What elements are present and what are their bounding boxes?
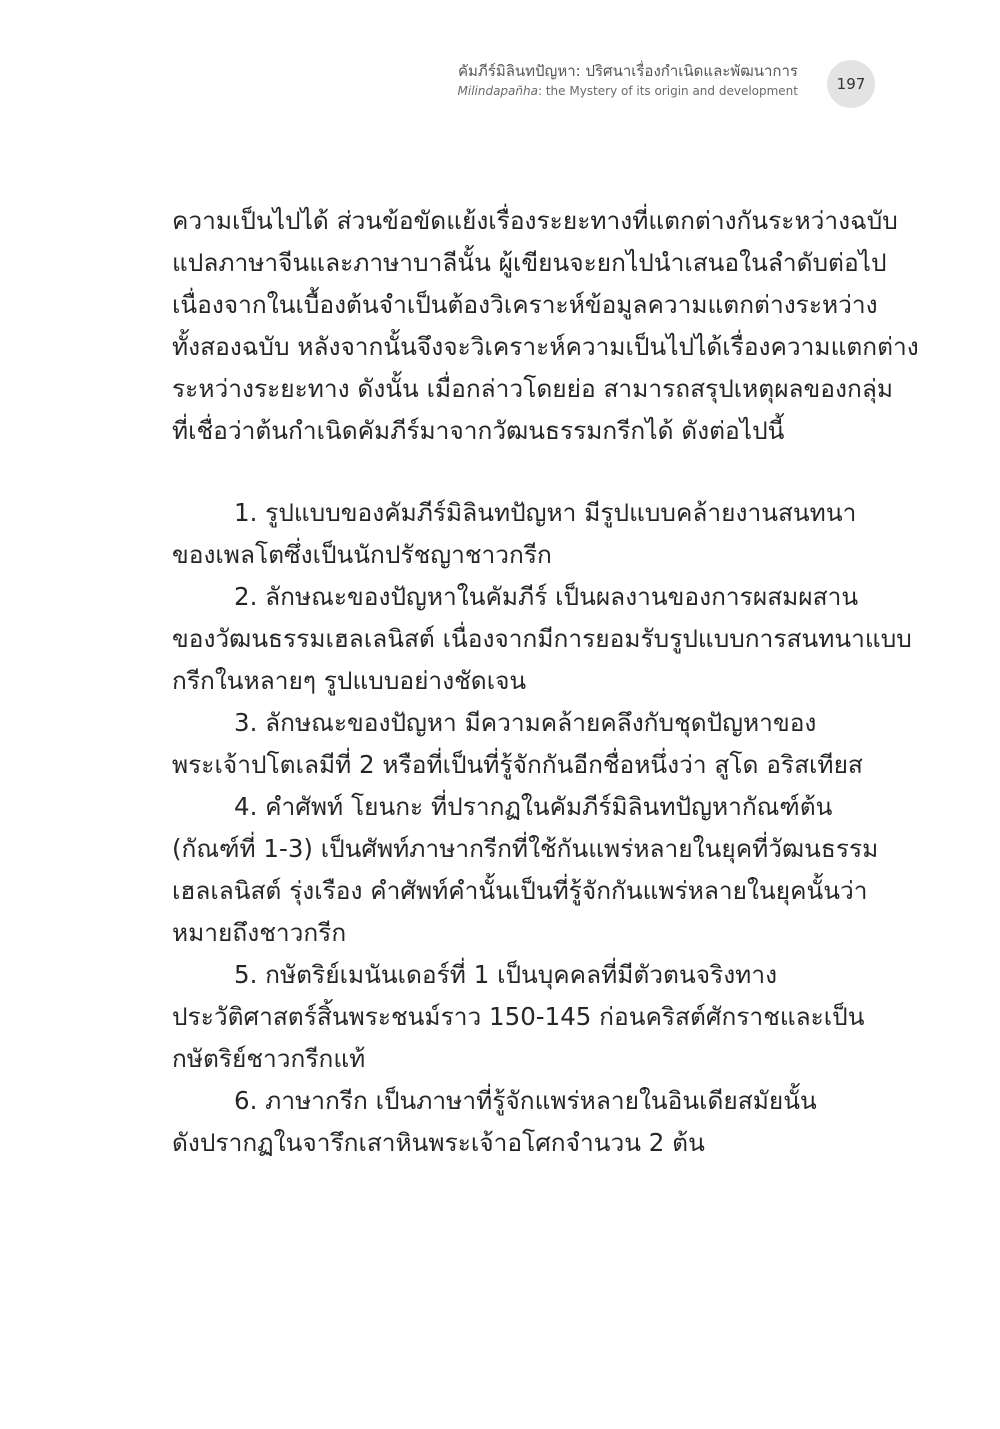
list-item-line: 2. ลักษณะของปัญหาในคัมภีร์ เป็นผลงานของการผสมผสาน [234,582,859,611]
header-title-english-italic: Milindapañha [457,83,538,98]
header-title-thai: คัมภีร์มิลินทปัญหา: ปริศนาเรื่องกำเนิดและพัฒนาการ [457,62,798,80]
list-item-5 [172,954,865,1080]
main-text [172,200,919,1164]
intro-line: ทั้งสองฉบับ หลังจากนั้นจึงจะวิเคราะห์ความเป็นไปได้เรื่องความแตกต่าง [172,332,919,361]
list-item-6 [172,1080,858,1164]
list-item-2 [172,576,912,702]
intro-line: ที่เชื่อว่าต้นกำเนิดคัมภีร์มาจากวัฒนธรรมกรีกได้ ดังต่อไปนี้ [172,416,785,445]
list-item-line: 6. ภาษากรีก เป็นภาษาที่รู้จักแพร่หลายในอินเดียสมัยนั้น [234,1086,817,1115]
list-item-line: เฮลเลนิสต์ รุ่งเรือง คำศัพท์คำนั้นเป็นที่รู้จักกันแพร่หลายในยุคนั้นว่า [172,876,868,905]
header-titles [238,62,798,99]
list-item-line: (กัณฑ์ที่ 1-3) เป็นศัพท์ภาษากรีกที่ใช้กันแพร่หลายในยุคที่วัฒนธรรม [172,834,879,863]
list-item-line: พระเจ้าปโตเลมีที่ 2 หรือที่เป็นที่รู้จักกันอีกชื่อหนึ่งว่า สูโด อริสเทียส [172,750,863,779]
intro-line: แปลภาษาจีนและภาษาบาลีนั้น ผู้เขียนจะยกไปนำเสนอในลำดับต่อไป [172,248,887,277]
list-item-line: 4. คำศัพท์ โยนกะ ที่ปรากฏในคัมภีร์มิลินทปัญหากัณฑ์ต้น [234,792,833,821]
intro-line: ระหว่างระยะทาง ดังนั้น เมื่อกล่าวโดยย่อ สามารถสรุปเหตุผลของกลุ่ม [172,374,893,403]
intro-line: เนื่องจากในเบื้องต้นจำเป็นต้องวิเคราะห์ข้อมูลความแตกต่างระหว่าง [172,290,878,319]
header-title-english-rest: : the Mystery of its origin and development [537,83,798,98]
page-number: 197 [836,75,866,93]
list-item-line: 3. ลักษณะของปัญหา มีความคล้ายคลึงกับชุดปัญหาของ [234,708,817,737]
list-item-line: ของเพลโตซึ่งเป็นนักปรัชญาชาวกรีก [172,540,552,569]
list-item-line: ประวัติศาสตร์สิ้นพระชนม์ราว 150-145 ก่อนคริสต์ศักราชและเป็น [172,1002,865,1031]
list-item-line: 5. กษัตริย์เมนันเดอร์ที่ 1 เป็นบุคคลที่มีตัวตนจริงทาง [234,960,778,989]
list-item-line: หมายถึงชาวกรีก [172,918,347,947]
list-item-line: กษัตริย์ชาวกรีกแท้ [172,1044,366,1073]
list-item-1 [172,492,858,576]
list-item-line: ดังปรากฏในจารึกเสาหินพระเจ้าอโศกจำนวน 2 ต้น [172,1128,705,1157]
reasons-list [172,492,912,1164]
intro-line: ความเป็นไปได้ ส่วนข้อขัดแย้งเรื่องระยะทางที่แตกต่างกันระหว่างฉบับ [172,206,898,235]
list-item-line: 1. รูปแบบของคัมภีร์มิลินทปัญหา มีรูปแบบคล้ายงานสนทนา [234,498,857,527]
header-title-english [238,84,798,100]
intro-paragraph [172,200,919,452]
list-item-line: กรีกในหลายๆ รูปแบบอย่างชัดเจน [172,666,527,695]
list-item-3 [172,702,863,786]
page-number-badge [827,60,875,108]
list-item-4 [172,786,879,954]
list-item-line: ของวัฒนธรรมเฮลเลนิสต์ เนื่องจากมีการยอมรับรูปแบบการสนทนาแบบ [172,624,912,653]
